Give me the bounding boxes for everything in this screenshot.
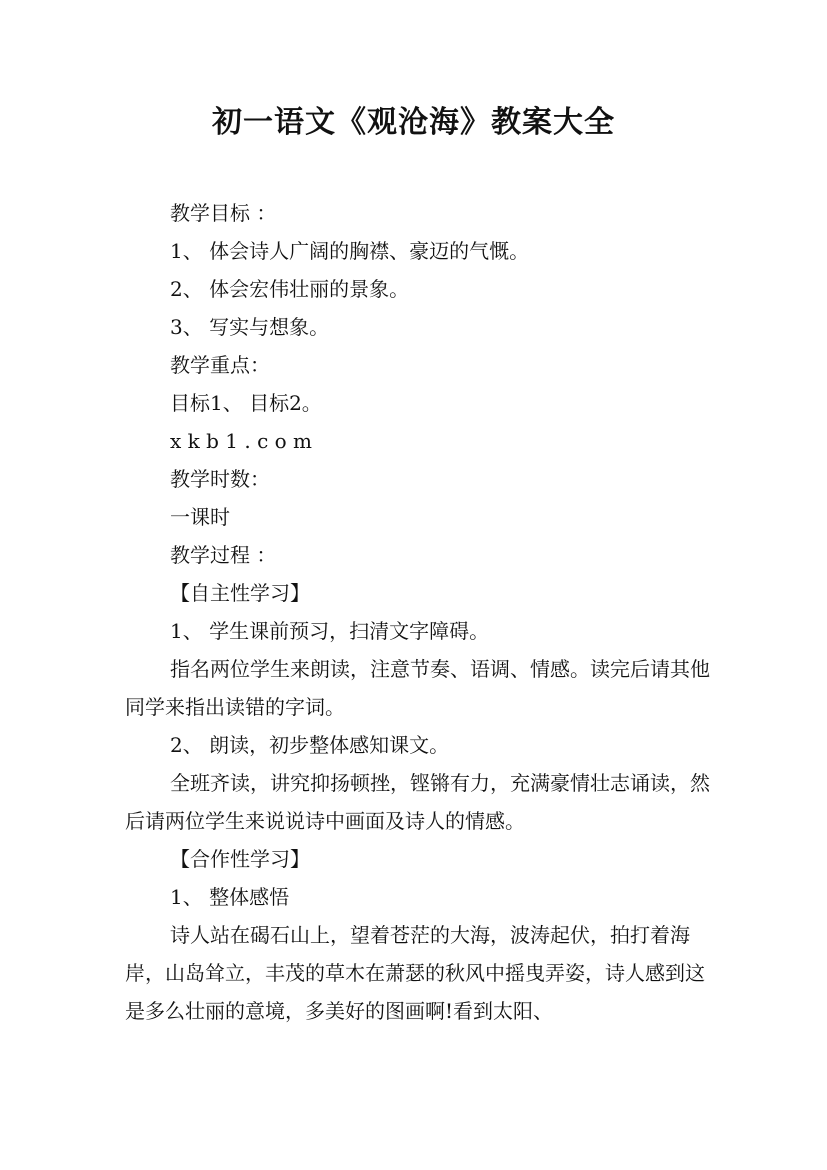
paragraph-reading-aloud: 指名两位学生来朗读，注意节奏、语调、情感。读完后请其他同学来指出读错的字词。 — [125, 657, 710, 719]
paragraph-teaching-goals: 教学目标 ： — [170, 201, 277, 225]
paragraph-poet-scene: 诗人站在碣石山上，望着苍茫的大海，波涛起伏，拍打着海岸，山岛耸立，丰茂的草木在萧瑟的秋风中摇曳弄姿，诗人感到这是多么壮丽的意境，多美好的图画啊!看到太阳、 — [125, 923, 705, 1023]
paragraph-site-url: x k b 1 . c o m — [170, 429, 312, 453]
paragraph-goal-2: 2、 体会宏伟壮丽的景象。 — [170, 277, 410, 301]
paragraph-class-reading: 全班齐读，讲究抑扬顿挫，铿锵有力，充满豪情壮志诵读，然后请两位学生来说说诗中画面及诗人的情感。 — [125, 771, 710, 833]
paragraph-self-study-1: 1、 学生课前预习，扫清文字障碍。 — [170, 619, 490, 643]
paragraph-one-lesson: 一课时 — [170, 505, 230, 529]
paragraph-overall-understanding: 1、 整体感悟 — [170, 885, 290, 909]
paragraph-self-study-2: 2、 朗读，初步整体感知课文。 — [170, 733, 450, 757]
paragraph-focus-goals: 目标1、 目标2。 — [170, 391, 322, 415]
document-title: 初一语文《观沧海》教案大全 — [212, 105, 615, 140]
section-heading-self-study: 【自主性学习】 — [170, 581, 310, 605]
section-heading-cooperative-study: 【合作性学习】 — [170, 847, 310, 871]
paragraph-teaching-process: 教学过程 ： — [170, 543, 277, 567]
paragraph-goal-3: 3、 写实与想象。 — [170, 315, 330, 339]
document-body — [125, 194, 710, 1030]
paragraph-class-hours: 教学时数： — [170, 467, 270, 491]
paragraph-goal-1: 1、 体会诗人广阔的胸襟、豪迈的气慨。 — [170, 239, 530, 263]
paragraph-teaching-focus: 教学重点： — [170, 353, 270, 377]
